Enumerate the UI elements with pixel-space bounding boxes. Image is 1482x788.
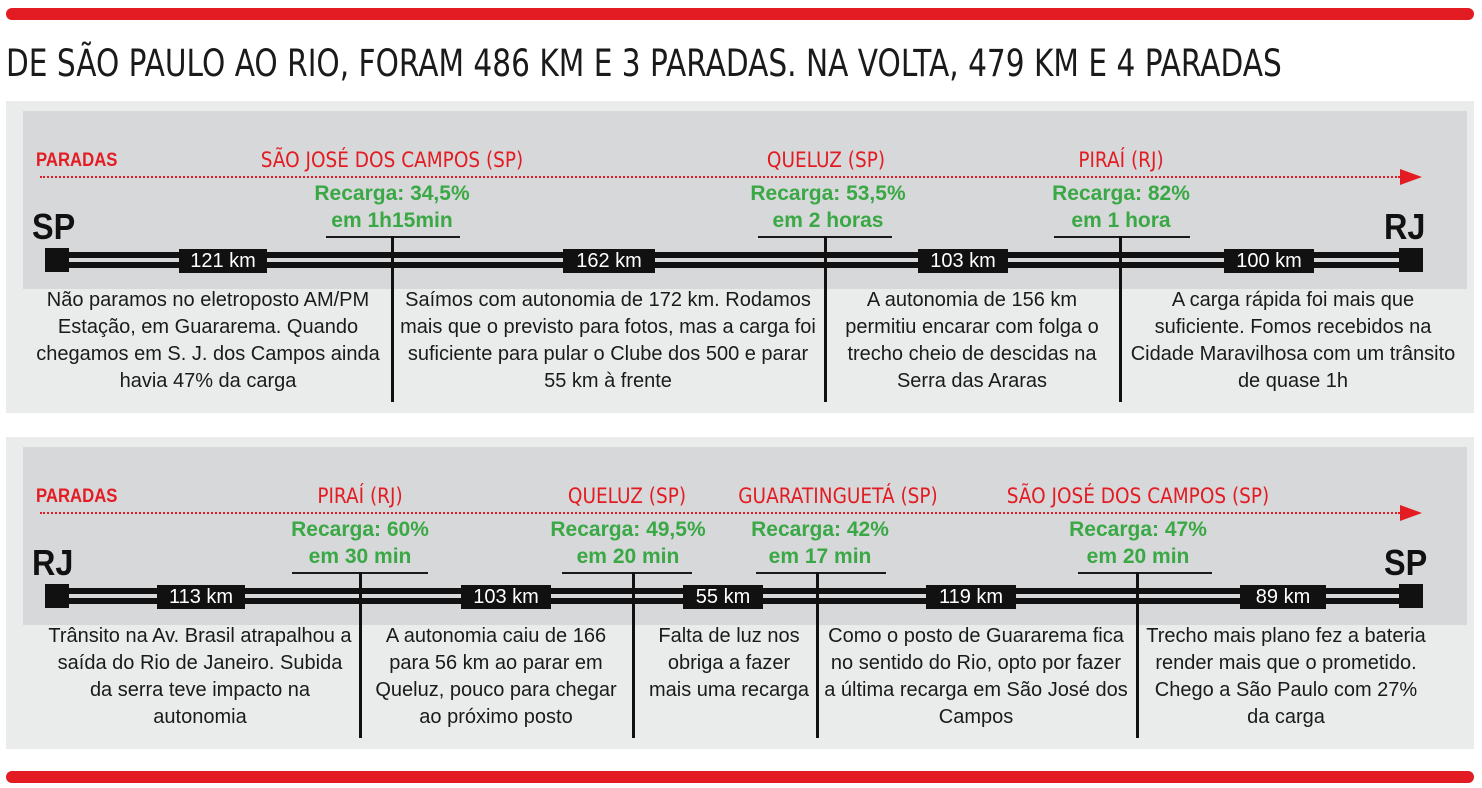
stop-name: QUELUZ (SP) <box>567 484 687 508</box>
stop-divider <box>391 236 394 402</box>
stop-name: QUELUZ (SP) <box>766 148 886 172</box>
start-marker <box>45 584 69 608</box>
start-city: RJ <box>32 542 74 583</box>
stop-name: PIRAÍ (RJ) <box>1078 148 1164 172</box>
recharge-percent: Recarga: 60% <box>291 518 429 541</box>
arrow-right-icon <box>1400 505 1422 521</box>
segment-distance: 100 km <box>1224 249 1314 273</box>
stop-underline <box>1054 236 1190 238</box>
top-red-bar <box>6 8 1474 20</box>
stop-recharge <box>751 516 889 570</box>
paradas-label: PARADAS <box>36 150 118 171</box>
segment-description: A carga rápida foi mais que suficiente. Fomos recebidos na Cidade Maravilhosa com um trânsito de quase 1h <box>1130 289 1456 392</box>
stop-name: SÃO JOSÉ DOS CAMPOS (SP) <box>260 148 524 172</box>
segment-description: Trecho mais plano fez a bateria render mais que o prometido. Chego a São Paulo com 27% da carga <box>1146 625 1426 728</box>
headline: DE SÃO PAULO AO RIO, FORAM 486 KM E 3 PARADAS. NA VOLTA, 479 KM E 4 PARADAS <box>6 42 1282 85</box>
stop-divider <box>632 572 635 738</box>
stop-name: PIRAÍ (RJ) <box>317 484 403 508</box>
recharge-time: em 1h15min <box>331 209 453 232</box>
segment-description: A autonomia de 156 km permitiu encarar com folga o trecho cheio de descidas na Serra das Araras <box>845 289 1099 392</box>
recharge-percent: Recarga: 47% <box>1069 518 1207 541</box>
segment-distance: 113 km <box>157 585 245 609</box>
bottom-red-bar <box>6 771 1474 783</box>
arrow-right-icon <box>1400 169 1422 185</box>
segment-distance: 89 km <box>1240 585 1326 609</box>
segment-description: Saímos com autonomia de 172 km. Rodamos mais que o previsto para fotos, mas a carga foi suficiente para pular o Clube dos 500 e parar 55 km à frente <box>400 289 816 392</box>
end-city: SP <box>1384 542 1428 583</box>
stop-recharge <box>291 516 429 570</box>
start-marker <box>45 248 69 272</box>
stop-divider <box>1119 236 1122 402</box>
stop-recharge <box>750 180 905 234</box>
stop-name: GUARATINGUETÁ (SP) <box>738 484 938 508</box>
recharge-time: em 17 min <box>768 545 872 568</box>
recharge-time: em 2 horas <box>772 209 884 232</box>
recharge-percent: Recarga: 53,5% <box>750 182 906 205</box>
stop-divider <box>359 572 362 738</box>
stop-recharge <box>314 180 469 234</box>
segment-distance: 162 km <box>563 249 655 273</box>
segment-description: Como o posto de Guararema fica no sentido do Rio, opto por fazer a última recarga em São José dos Campos <box>824 625 1128 728</box>
end-marker <box>1399 584 1423 608</box>
stop-divider <box>816 572 819 738</box>
direction-arrow-line <box>40 176 1400 178</box>
segment-description: Trânsito na Av. Brasil atrapalhou a saída do Rio de Janeiro. Subida da serra teve impacto na autonomia <box>48 625 352 728</box>
segment-description: A autonomia caiu de 166 para 56 km ao parar em Queluz, pouco para chegar ao próximo posto <box>375 625 617 728</box>
segment-description: Não paramos no eletroposto AM/PM Estação, em Guararema. Quando chegamos em S. J. dos Campos ainda havia 47% da carga <box>36 289 380 392</box>
stop-recharge <box>550 516 705 570</box>
segment-distance: 55 km <box>683 585 763 609</box>
stop-recharge <box>1052 180 1190 234</box>
start-city: SP <box>32 206 76 247</box>
recharge-percent: Recarga: 49,5% <box>550 518 706 541</box>
segment-distance: 121 km <box>179 249 267 273</box>
paradas-label: PARADAS <box>36 486 118 507</box>
direction-arrow-line <box>40 512 1400 514</box>
recharge-percent: Recarga: 42% <box>751 518 889 541</box>
stop-name: SÃO JOSÉ DOS CAMPOS (SP) <box>1006 484 1270 508</box>
stop-divider <box>824 236 827 402</box>
segment-description: Falta de luz nos obriga a fazer mais uma recarga <box>648 625 810 701</box>
segment-distance: 119 km <box>926 585 1016 609</box>
recharge-time: em 20 min <box>576 545 680 568</box>
segment-distance: 103 km <box>918 249 1008 273</box>
segment-distance: 103 km <box>461 585 551 609</box>
stop-recharge <box>1069 516 1207 570</box>
recharge-time: em 30 min <box>308 545 412 568</box>
stop-underline <box>1078 572 1212 574</box>
recharge-percent: Recarga: 34,5% <box>314 182 470 205</box>
stop-divider <box>1136 572 1139 738</box>
recharge-time: em 20 min <box>1086 545 1190 568</box>
end-city: RJ <box>1384 206 1426 247</box>
recharge-time: em 1 hora <box>1071 209 1171 232</box>
end-marker <box>1399 248 1423 272</box>
stop-underline <box>562 572 692 574</box>
stop-underline <box>756 572 886 574</box>
recharge-percent: Recarga: 82% <box>1052 182 1190 205</box>
